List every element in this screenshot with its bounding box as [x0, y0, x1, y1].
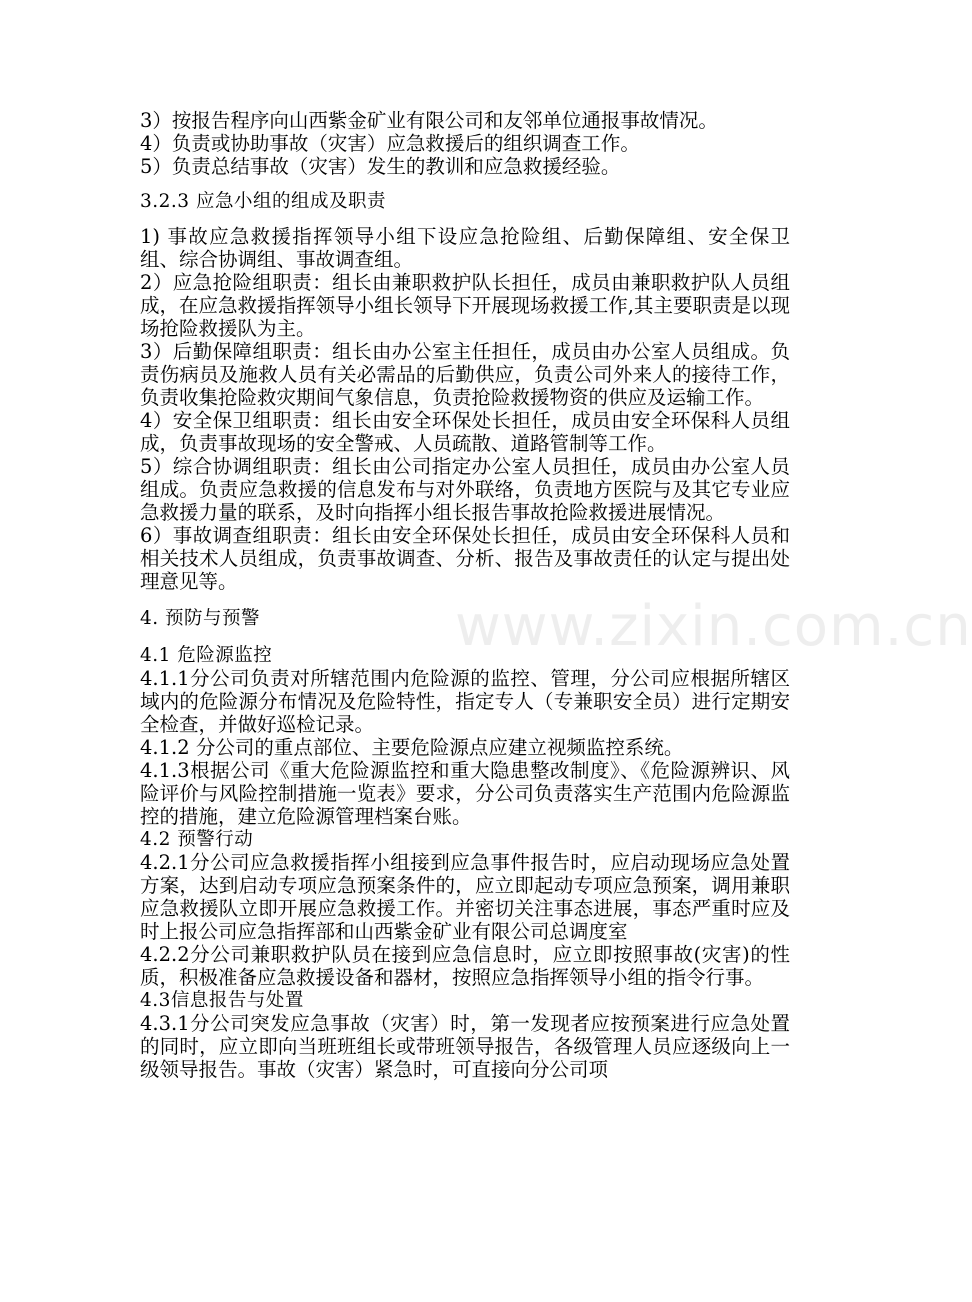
- paragraph-duty-3: 3）后勤保障组职责：组长由办公室主任担任，成员由办公室人员组成。负责伤病员及施救人员有关必需品的后勤供应，负责公司外来人的接待工作，负责收集抢险救灾期间气象信息，负责抢险救援物资的供应及运输工作。: [140, 340, 790, 409]
- paragraph-duty-1: 1) 事故应急救援指挥领导小组下设应急抢险组、后勤保障组、安全保卫组、综合协调组、事故调查组。: [140, 225, 790, 271]
- document-page: [140, 109, 790, 1081]
- section-heading-4: 4. 预防与预警: [140, 608, 261, 629]
- paragraph-4-1-3: 4.1.3根据公司《重大危险源监控和重大隐患整改制度》、《危险源辨识、风险评价与风险控制措施一览表》要求，分公司负责落实生产范围内危险源监控的措施，建立危险源管理档案台账。: [140, 759, 790, 828]
- section-heading-4-1: 4.1 危险源监控: [140, 645, 273, 666]
- paragraph-duty-4: 4）安全保卫组职责：组长由安全环保处长担任，成员由安全环保科人员组成，负责事故现场的安全警戒、人员疏散、道路管制等工作。: [140, 409, 790, 455]
- paragraph-4-2-1: 4.2.1分公司应急救援指挥小组接到应急事件报告时，应启动现场应急处置方案，达到启动专项应急预案条件的，应立即起动专项应急预案，调用兼职应急救援队立即开展应急救援工作。并密切关注事态进展，事态严重时应及时上报公司应急指挥部和山西紫金矿业有限公司总调度室: [140, 851, 790, 943]
- paragraph-duty-2: 2）应急抢险组职责：组长由兼职救护队长担任，成员由兼职救护队人员组成，在应急救援指挥领导小组长领导下开展现场救援工作,其主要职责是以现场抢险救援队为主。: [140, 271, 790, 340]
- paragraph-4-3-1: 4.3.1分公司突发应急事故（灾害）时，第一发现者应按预案进行应急处置的同时，应立即向当班班组长或带班领导报告，各级管理人员应逐级向上一级领导报告。事故（灾害）紧急时，可直接向分公司项: [140, 1012, 790, 1081]
- watermark: www.zixin.com.cn: [455, 594, 972, 659]
- paragraph-4-1-2: 4.1.2 分公司的重点部位、主要危险源点应建立视频监控系统。: [140, 736, 684, 759]
- paragraph-item-3: 3）按报告程序向山西紫金矿业有限公司和友邻单位通报事故情况。: [140, 109, 718, 132]
- paragraph-4-1-1: 4.1.1分公司负责对所辖范围内危险源的监控、管理，分公司应根据所辖区域内的危险源分布情况及危险特性，指定专人（专兼职安全员）进行定期安全检查，并做好巡检记录。: [140, 667, 790, 736]
- paragraph-item-5: 5）负责总结事故（灾害）发生的教训和应急救援经验。: [140, 155, 621, 178]
- paragraph-item-4: 4）负责或协助事故（灾害）应急救援后的组织调查工作。: [140, 132, 640, 155]
- paragraph-duty-5: 5）综合协调组职责：组长由公司指定办公室人员担任，成员由办公室人员组成。负责应急救援的信息发布与对外联络，负责地方医院与及其它专业应急救援力量的联系，及时向指挥小组长报告事故抢险救援进展情况。: [140, 455, 790, 524]
- paragraph-4-2-2: 4.2.2分公司兼职救护队员在接到应急信息时，应立即按照事故(灾害)的性质，积极准备应急救援设备和器材，按照应急指挥领导小组的指令行事。: [140, 943, 790, 989]
- section-heading-4-2: 4.2 预警行动: [140, 829, 254, 850]
- section-heading-3-2-3: 3.2.3 应急小组的组成及职责: [140, 191, 386, 212]
- paragraph-duty-6: 6）事故调查组职责：组长由安全环保处长担任，成员由安全环保科人员和相关技术人员组成，负责事故调查、分析、报告及事故责任的认定与提出处理意见等。: [140, 524, 790, 593]
- section-heading-4-3: 4.3信息报告与处置: [140, 990, 304, 1011]
